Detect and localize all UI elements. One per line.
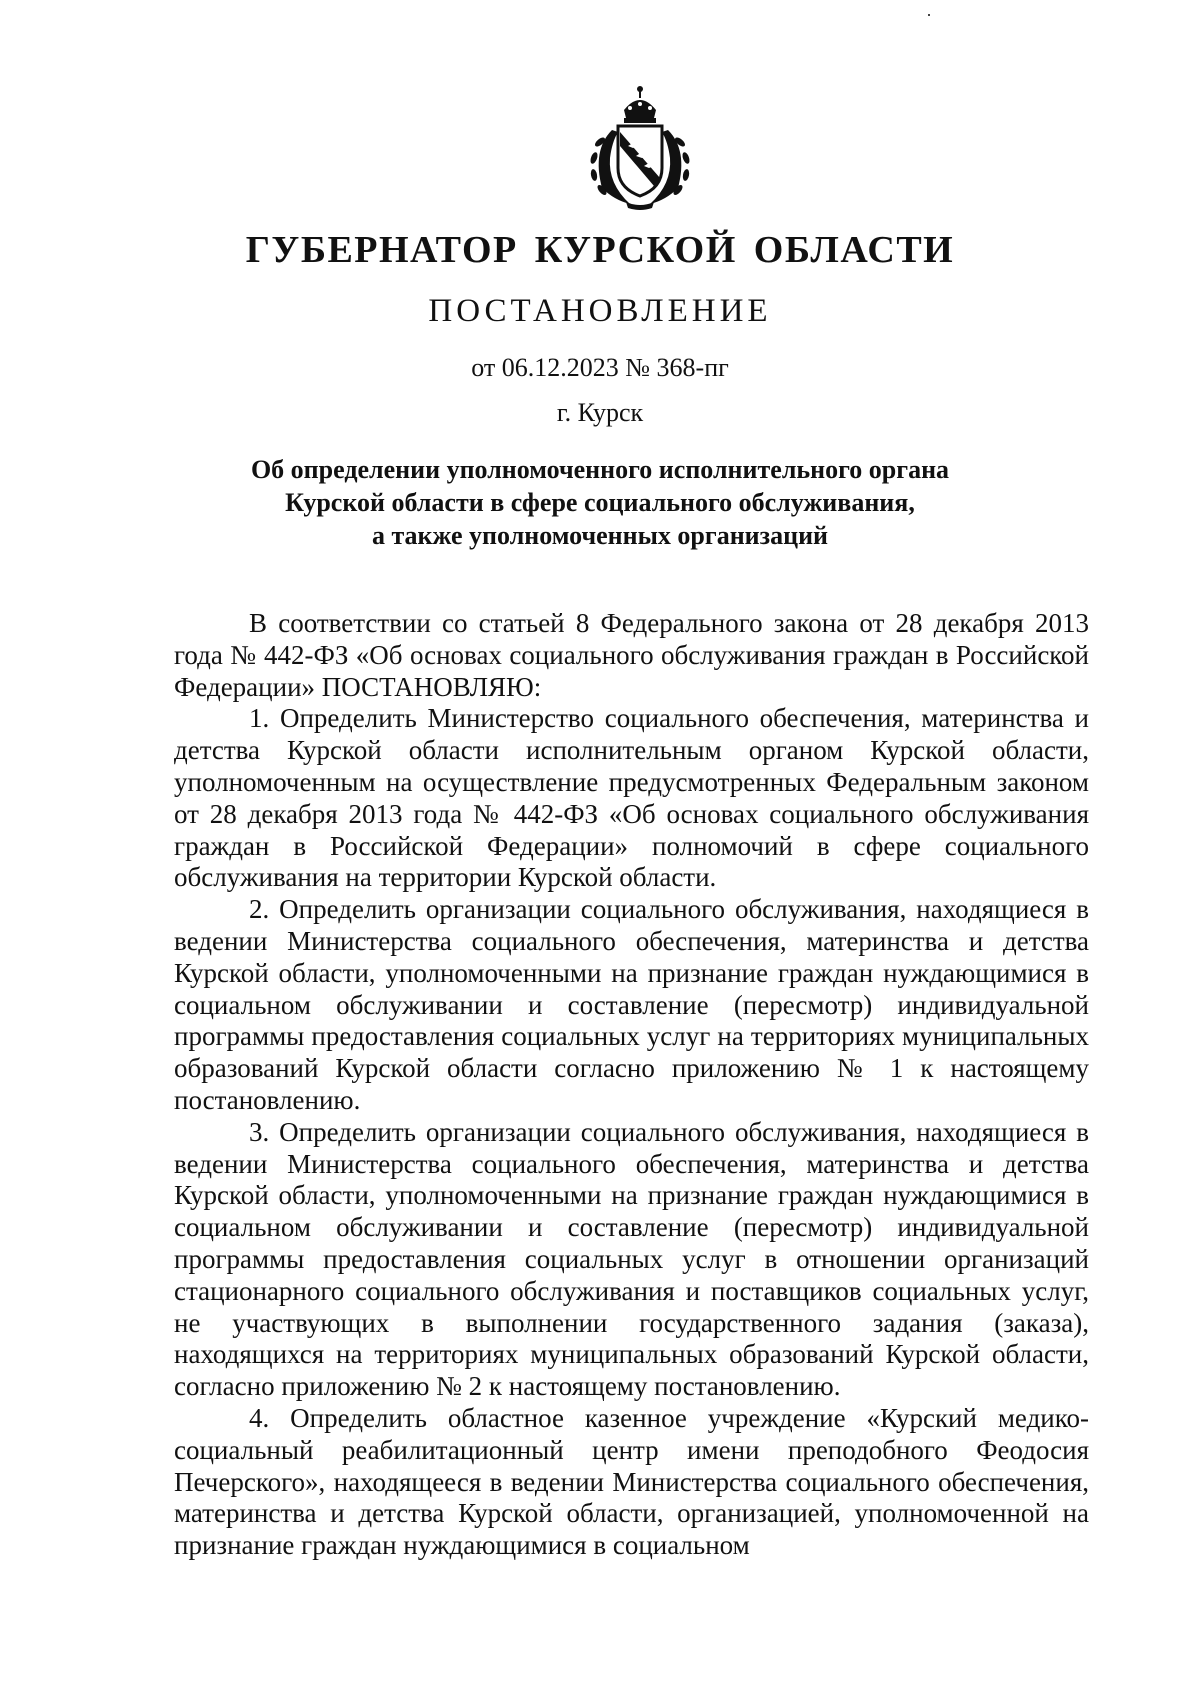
clause-2-paragraph: 2. Определить организации социального обслуживания, находящиеся в ведении Министерства социального обеспечения, материнства и детства Курской области, уполномоченными на признание граждан нуждающимися в социальном обслуживании и составление (пересмотр) индивидуальной программы предоставления социальных услуг на территориях муниципальных образований Курской области согласно приложению № 1 к настоящему постановлению.	[174, 894, 1089, 1115]
clause-4-paragraph: 4. Определить областное казенное учреждение «Курский медико-социальный реабилитационный центр имени преподобного Феодосия Печерского», находящееся в ведении Министерства социального обеспечения, материнства и детства Курской области, организацией, уполномоченной на признание граждан нуждающимися в социальном	[174, 1402, 1089, 1561]
subject-line: а также уполномоченных организаций	[371, 521, 829, 550]
clause-3-paragraph: 3. Определить организации социального обслуживания, находящиеся в ведении Министерства социального обеспечения, материнства и детства Курской области, уполномоченными на признание граждан нуждающимися в социальном обслуживании и составление (пересмотр) индивидуальной программы предоставления социальных услуг в отношении организаций стационарного социального обслуживания и поставщиков социальных услуг, не участвующих в выполнении государственного задания (заказа), находящихся на территориях муниципальных образований Курской области, согласно приложению № 2 к настоящему постановлению.	[174, 1116, 1089, 1402]
document-subject	[0, 453, 1200, 552]
scan-speck	[928, 14, 930, 16]
subject-line: Об определении уполномоченного исполнительного органа	[250, 455, 950, 484]
document-type: ПОСТАНОВЛЕНИЕ	[428, 293, 772, 329]
document-body	[174, 608, 1089, 1562]
kursk-coat-of-arms-icon	[574, 80, 706, 212]
subject-line: Курской области в сфере социального обслуживания,	[285, 488, 915, 517]
document-city: г. Курск	[556, 398, 644, 427]
org-title: ГУБЕРНАТОР КУРСКОЙ ОБЛАСТИ	[245, 229, 955, 271]
clause-1-paragraph: 1. Определить Министерство социального обеспечения, материнства и детства Курской области исполнительным органом Курской области, уполномоченным на осуществление предусмотренных Федеральным законом от 28 декабря 2013 года № 442-ФЗ «Об основах социального обслуживания граждан в Российской Федерации» полномочий в сфере социального обслуживания на территории Курской области.	[174, 703, 1089, 893]
preamble-paragraph: В соответствии со статьей 8 Федерального закона от 28 декабря 2013 года № 442-ФЗ «Об основах социального обслуживания граждан в Российской Федерации» ПОСТАНОВЛЯЮ:	[174, 608, 1089, 702]
document-date-number: от 06.12.2023 № 368-пг	[471, 353, 729, 382]
